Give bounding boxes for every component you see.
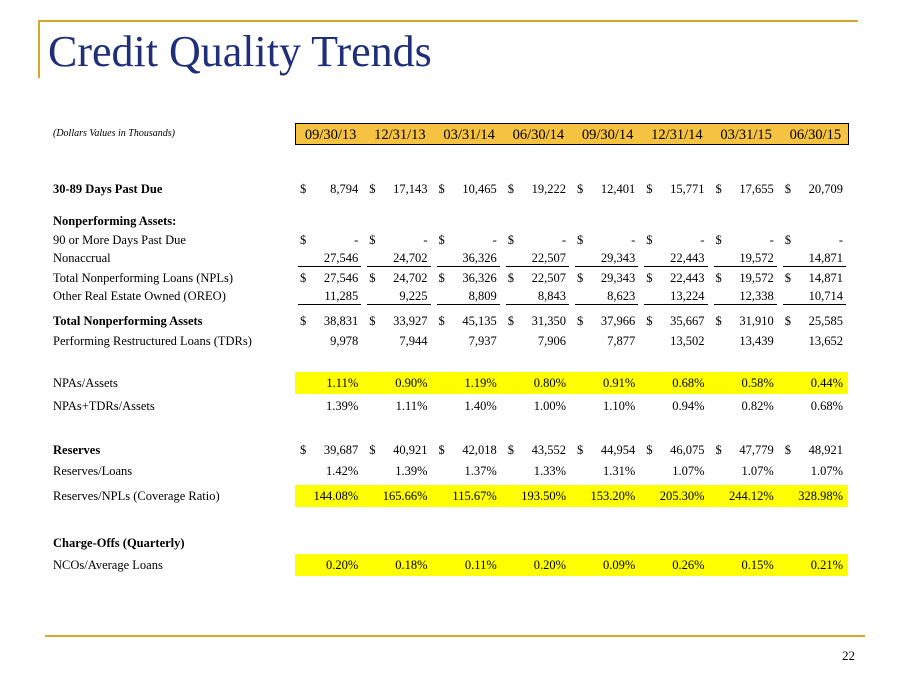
cell-value: 115.67%	[452, 489, 497, 503]
cell-value: 1.11%	[395, 399, 428, 413]
cell-value: 1.07%	[672, 464, 705, 478]
units-note: (Dollars Values in Thousands)	[53, 128, 175, 139]
currency-symbol: $	[784, 314, 791, 328]
table-cell	[298, 312, 361, 330]
table-cell	[783, 287, 846, 305]
cell-value: 20,709	[808, 182, 843, 196]
period-header-cell: 09/30/14	[581, 127, 634, 143]
table-cell	[575, 312, 638, 330]
cell-value: 27,546	[323, 271, 359, 285]
period-header-cell: 03/31/15	[720, 127, 772, 143]
table-cell	[575, 332, 638, 350]
table-cell	[644, 231, 707, 249]
cell-value: -	[631, 233, 636, 247]
cell-value: 22,507	[531, 271, 566, 285]
table-cell	[644, 487, 707, 505]
table-row	[53, 374, 853, 392]
cell-value: 328.98%	[798, 489, 843, 503]
table-row	[53, 269, 853, 287]
currency-symbol: $	[577, 233, 584, 247]
period-header-cell: 12/31/14	[651, 127, 703, 143]
table-cell	[506, 441, 569, 459]
table-cell	[783, 556, 846, 574]
row-label: Reserves	[53, 443, 101, 457]
table-cell	[437, 249, 500, 267]
cell-value: 47,779	[739, 443, 774, 457]
table-cell	[783, 332, 846, 350]
table-cell	[575, 556, 638, 574]
cell-value: 8,623	[607, 289, 636, 303]
cell-value: 0.58%	[741, 376, 774, 390]
cell-value: 1.37%	[464, 464, 497, 478]
cell-value: 10,465	[462, 182, 497, 196]
currency-symbol: $	[438, 182, 445, 196]
currency-symbol: $	[300, 443, 307, 457]
cell-value: 0.94%	[672, 399, 705, 413]
table-cell	[367, 332, 430, 350]
table-cell	[575, 180, 638, 198]
currency-symbol: $	[715, 182, 722, 196]
cell-value: -	[561, 233, 566, 247]
table-row	[53, 441, 853, 459]
currency-symbol: $	[438, 271, 445, 285]
table-cell	[367, 397, 430, 415]
currency-symbol: $	[300, 271, 307, 285]
cell-value: 0.09%	[602, 558, 636, 572]
cell-value: 0.15%	[741, 558, 774, 572]
currency-symbol: $	[369, 271, 376, 285]
table-cell	[506, 269, 569, 287]
cell-value: 0.68%	[672, 376, 705, 390]
cell-value: 15,771	[670, 182, 705, 196]
currency-symbol: $	[577, 443, 584, 457]
table-cell	[437, 269, 500, 287]
cell-value: 9,225	[399, 289, 428, 303]
table-cell	[506, 231, 569, 249]
currency-symbol: $	[369, 443, 376, 457]
table-cell	[644, 441, 707, 459]
row-label: NPAs/Assets	[53, 376, 118, 390]
table-cell	[575, 441, 638, 459]
currency-symbol: $	[784, 271, 791, 285]
table-cell	[437, 374, 500, 392]
cell-value: 17,655	[739, 182, 774, 196]
table-cell	[575, 269, 638, 287]
row-label: Nonperforming Assets:	[53, 214, 177, 228]
cell-value: 0.26%	[672, 558, 705, 572]
currency-symbol: $	[438, 233, 445, 247]
table-cell	[575, 249, 638, 267]
table-cell	[783, 180, 846, 198]
cell-value: 39,687	[323, 443, 359, 457]
currency-symbol: $	[507, 314, 514, 328]
cell-value: 42,018	[462, 443, 497, 457]
cell-value: 13,652	[808, 334, 843, 348]
cell-value: 25,585	[808, 314, 843, 328]
cell-value: 1.07%	[810, 464, 843, 478]
table-row	[53, 397, 853, 415]
table-cell	[506, 556, 569, 574]
table-cell	[783, 269, 846, 287]
cell-value: 144.08%	[313, 489, 359, 503]
cell-value: 24,702	[393, 271, 428, 285]
table-cell	[714, 249, 777, 267]
table-cell	[714, 441, 777, 459]
table-cell	[437, 287, 500, 305]
cell-value: 0.20%	[533, 558, 566, 572]
table-cell	[367, 287, 430, 305]
cell-value: -	[354, 233, 359, 247]
cell-value: 17,143	[393, 182, 428, 196]
slide-title: Credit Quality Trends	[48, 27, 432, 76]
table-cell	[298, 249, 361, 267]
table-cell	[783, 374, 846, 392]
cell-value: 7,877	[607, 334, 636, 348]
cell-value: 1.11%	[326, 376, 359, 390]
table-row	[53, 212, 853, 230]
currency-symbol: $	[369, 233, 376, 247]
cell-value: 43,552	[531, 443, 566, 457]
cell-value: 29,343	[600, 271, 636, 285]
table-cell	[714, 312, 777, 330]
currency-symbol: $	[715, 233, 722, 247]
cell-value: 1.10%	[602, 399, 636, 413]
table-cell	[575, 397, 638, 415]
cell-value: 1.07%	[741, 464, 774, 478]
table-cell	[714, 462, 777, 480]
cell-value: -	[838, 233, 843, 247]
table-cell	[714, 287, 777, 305]
row-label: 30-89 Days Past Due	[53, 182, 163, 196]
table-row	[53, 332, 853, 350]
cell-value: 8,794	[330, 182, 359, 196]
cell-value: 1.42%	[325, 464, 359, 478]
table-row	[53, 180, 853, 198]
cell-value: 1.39%	[395, 464, 428, 478]
table-cell	[367, 487, 430, 505]
currency-symbol: $	[646, 443, 653, 457]
table-cell	[437, 397, 500, 415]
table-cell	[367, 269, 430, 287]
table-cell	[783, 249, 846, 267]
table-cell	[506, 180, 569, 198]
table-row	[53, 312, 853, 330]
cell-value: 36,326	[462, 251, 497, 265]
table-cell	[783, 441, 846, 459]
cell-value: 35,667	[670, 314, 705, 328]
cell-value: 7,937	[468, 334, 497, 348]
table-cell	[506, 397, 569, 415]
table-cell	[298, 374, 361, 392]
cell-value: 7,944	[399, 334, 428, 348]
currency-symbol: $	[438, 314, 445, 328]
cell-value: 31,910	[739, 314, 774, 328]
table-cell	[575, 462, 638, 480]
currency-symbol: $	[300, 314, 307, 328]
cell-value: 13,439	[739, 334, 774, 348]
table-cell	[437, 462, 500, 480]
cell-value: 0.21%	[810, 558, 843, 572]
row-label: NCOs/Average Loans	[53, 558, 163, 572]
cell-value: 33,927	[393, 314, 428, 328]
row-label: Total Nonperforming Assets	[53, 314, 203, 328]
table-cell	[714, 556, 777, 574]
cell-value: 165.66%	[382, 489, 428, 503]
table-cell	[437, 180, 500, 198]
table-row	[53, 462, 853, 480]
table-cell	[506, 249, 569, 267]
table-cell	[644, 180, 707, 198]
currency-symbol: $	[369, 314, 376, 328]
table-cell	[367, 556, 430, 574]
row-label: 90 or More Days Past Due	[53, 233, 186, 247]
cell-value: 27,546	[323, 251, 359, 265]
cell-value: 10,714	[808, 289, 843, 303]
currency-symbol: $	[507, 182, 514, 196]
table-row	[53, 556, 853, 574]
cell-value: -	[492, 233, 497, 247]
frame-bottom-rule	[45, 635, 865, 637]
table-cell	[298, 332, 361, 350]
cell-value: -	[423, 233, 428, 247]
cell-value: 1.39%	[325, 399, 359, 413]
period-header-cell: 03/31/14	[443, 127, 495, 143]
period-header-cell: 06/30/14	[512, 127, 565, 143]
table-cell	[714, 231, 777, 249]
table-cell	[714, 180, 777, 198]
cell-value: 19,572	[739, 251, 774, 265]
cell-value: 36,326	[462, 271, 497, 285]
table-cell	[714, 269, 777, 287]
table-cell	[298, 487, 361, 505]
cell-value: -	[700, 233, 705, 247]
table-cell	[506, 287, 569, 305]
table-cell	[783, 397, 846, 415]
table-cell	[644, 312, 707, 330]
table-cell	[714, 487, 777, 505]
row-label: Other Real Estate Owned (OREO)	[53, 289, 226, 303]
table-row	[53, 487, 853, 505]
table-cell	[506, 487, 569, 505]
currency-symbol: $	[577, 182, 584, 196]
table-cell	[298, 462, 361, 480]
table-cell	[437, 312, 500, 330]
table-cell	[714, 374, 777, 392]
table-cell	[783, 487, 846, 505]
cell-value: 9,978	[330, 334, 359, 348]
cell-value: 22,443	[670, 251, 705, 265]
row-label: Charge-Offs (Quarterly)	[53, 536, 185, 550]
cell-value: 1.31%	[602, 464, 636, 478]
currency-symbol: $	[646, 314, 653, 328]
currency-symbol: $	[784, 182, 791, 196]
row-label: Total Nonperforming Loans (NPLs)	[53, 271, 233, 285]
cell-value: 14,871	[808, 251, 843, 265]
row-label: Performing Restructured Loans (TDRs)	[53, 334, 252, 348]
cell-value: 0.91%	[602, 376, 636, 390]
currency-symbol: $	[646, 271, 653, 285]
cell-value: 48,921	[808, 443, 843, 457]
table-cell	[298, 180, 361, 198]
table-cell	[644, 287, 707, 305]
table-cell	[298, 556, 361, 574]
cell-value: 22,507	[531, 251, 566, 265]
table-cell	[437, 441, 500, 459]
table-cell	[714, 397, 777, 415]
cell-value: 0.44%	[810, 376, 843, 390]
table-cell	[437, 487, 500, 505]
cell-value: 0.20%	[325, 558, 359, 572]
currency-symbol: $	[715, 271, 722, 285]
cell-value: 24,702	[393, 251, 428, 265]
currency-symbol: $	[646, 233, 653, 247]
cell-value: 22,443	[670, 271, 705, 285]
currency-symbol: $	[507, 271, 514, 285]
cell-value: 1.19%	[464, 376, 497, 390]
table-row	[53, 287, 853, 305]
table-cell	[575, 374, 638, 392]
cell-value: 12,401	[600, 182, 636, 196]
table-cell	[367, 231, 430, 249]
cell-value: 45,135	[462, 314, 497, 328]
table-cell	[575, 487, 638, 505]
table-cell	[298, 287, 361, 305]
table-cell	[437, 231, 500, 249]
table-cell	[644, 397, 707, 415]
currency-symbol: $	[438, 443, 445, 457]
table-cell	[298, 397, 361, 415]
cell-value: 0.18%	[395, 558, 428, 572]
table-cell	[783, 462, 846, 480]
cell-value: 0.82%	[741, 399, 774, 413]
currency-symbol: $	[507, 233, 514, 247]
cell-value: 153.20%	[590, 489, 636, 503]
page-number: 22	[842, 648, 855, 663]
table-cell	[437, 556, 500, 574]
cell-value: 244.12%	[728, 489, 774, 503]
cell-value: 37,966	[600, 314, 636, 328]
cell-value: 19,572	[739, 271, 774, 285]
cell-value: 14,871	[808, 271, 843, 285]
table-cell	[575, 231, 638, 249]
cell-value: 46,075	[670, 443, 705, 457]
table-cell	[367, 441, 430, 459]
cell-value: 0.11%	[464, 558, 497, 572]
cell-value: 7,906	[537, 334, 566, 348]
cell-value: 40,921	[393, 443, 428, 457]
row-label: Nonaccrual	[53, 251, 111, 265]
cell-value: 193.50%	[521, 489, 566, 503]
cell-value: 1.40%	[464, 399, 497, 413]
cell-value: 44,954	[600, 443, 636, 457]
table-cell	[506, 374, 569, 392]
cell-value: 12,338	[739, 289, 774, 303]
table-cell	[367, 462, 430, 480]
table-row	[53, 231, 853, 249]
table-cell	[714, 332, 777, 350]
period-header-cell: 06/30/15	[789, 127, 842, 143]
currency-symbol: $	[784, 233, 791, 247]
cell-value: 1.00%	[533, 399, 566, 413]
currency-symbol: $	[300, 233, 307, 247]
table-row	[53, 534, 853, 552]
table-cell	[644, 332, 707, 350]
row-label: Reserves/NPLs (Coverage Ratio)	[53, 489, 220, 503]
cell-value: 13,502	[670, 334, 705, 348]
cell-value: 13,224	[670, 289, 705, 303]
table-cell	[644, 249, 707, 267]
table-cell	[367, 249, 430, 267]
cell-value: 29,343	[600, 251, 636, 265]
cell-value: 0.90%	[395, 376, 428, 390]
table-cell	[506, 332, 569, 350]
table-cell	[644, 462, 707, 480]
table-cell	[367, 312, 430, 330]
table-cell	[644, 556, 707, 574]
frame-top-rule	[38, 20, 858, 22]
table-cell	[367, 374, 430, 392]
table-cell	[506, 462, 569, 480]
cell-value: 0.68%	[810, 399, 843, 413]
frame-left-rule	[38, 20, 40, 78]
cell-value: 31,350	[531, 314, 566, 328]
table-cell	[644, 269, 707, 287]
currency-symbol: $	[577, 314, 584, 328]
table-cell	[783, 312, 846, 330]
currency-symbol: $	[300, 182, 307, 196]
row-label: Reserves/Loans	[53, 464, 133, 478]
row-label: NPAs+TDRs/Assets	[53, 399, 155, 413]
cell-value: -	[769, 233, 774, 247]
table-cell	[367, 180, 430, 198]
cell-value: 8,809	[468, 289, 497, 303]
cell-value: 19,222	[531, 182, 566, 196]
period-header-cell: 12/31/13	[374, 127, 426, 143]
currency-symbol: $	[715, 443, 722, 457]
table-cell	[298, 441, 361, 459]
cell-value: 8,843	[537, 289, 566, 303]
table-row	[53, 249, 853, 267]
units-note-row	[53, 125, 853, 143]
table-cell	[437, 332, 500, 350]
currency-symbol: $	[577, 271, 584, 285]
cell-value: 205.30%	[659, 489, 705, 503]
cell-value: 38,831	[323, 314, 359, 328]
cell-value: 0.80%	[533, 376, 566, 390]
table-cell	[298, 269, 361, 287]
table-cell	[644, 374, 707, 392]
table-cell	[506, 312, 569, 330]
currency-symbol: $	[369, 182, 376, 196]
period-header-cell: 09/30/13	[304, 127, 357, 143]
cell-value: 1.33%	[533, 464, 566, 478]
currency-symbol: $	[715, 314, 722, 328]
currency-symbol: $	[784, 443, 791, 457]
currency-symbol: $	[646, 182, 653, 196]
table-cell	[575, 287, 638, 305]
currency-symbol: $	[507, 443, 514, 457]
table-cell	[783, 231, 846, 249]
table-cell	[298, 231, 361, 249]
cell-value: 11,285	[324, 289, 359, 303]
